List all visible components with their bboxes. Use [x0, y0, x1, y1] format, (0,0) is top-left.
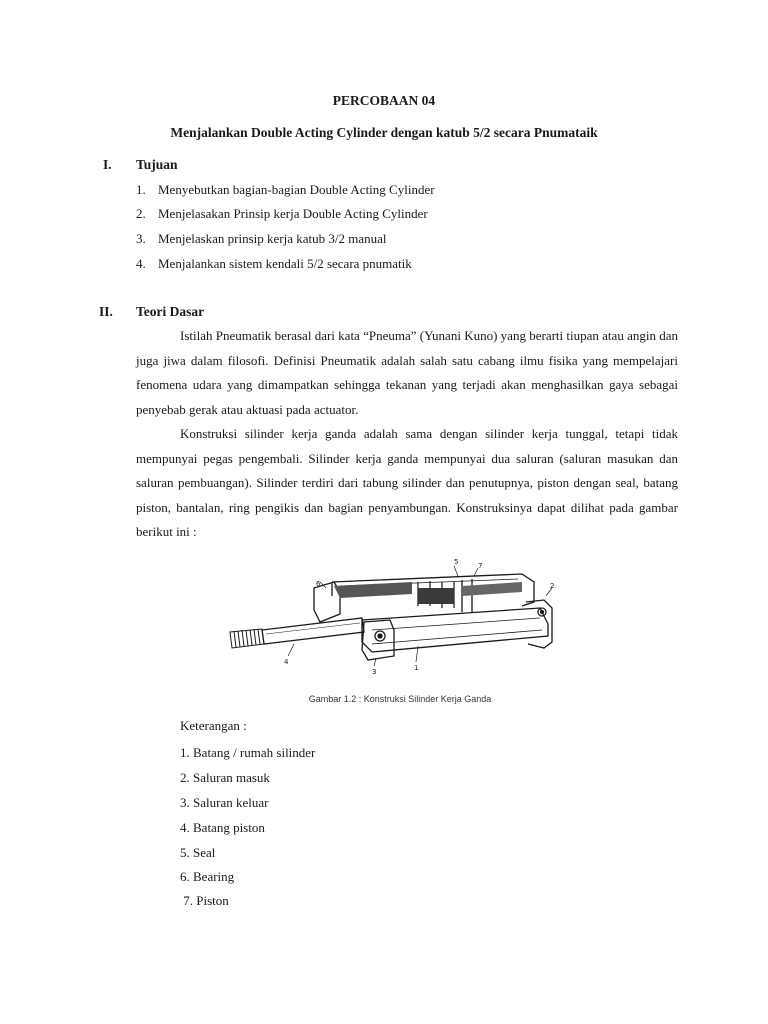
list-item-text: Menjelasakan Prinsip kerja Double Acting Cylinder [158, 206, 428, 221]
figure-label: 1 [414, 664, 419, 672]
figure-label: 5 [454, 558, 459, 566]
cylinder-figure [222, 552, 562, 680]
list-item [136, 206, 428, 222]
legend-item: 3. Saluran keluar [180, 795, 269, 810]
legend-item: 5. Seal [180, 845, 216, 860]
list-item-text: Menjalankan sistem kendali 5/2 secara pnumatik [158, 256, 412, 271]
thread [230, 629, 264, 648]
figure-caption: Gambar 1.2 : Konstruksi Silinder Kerja Ganda [308, 694, 492, 704]
figure-label: 2 [550, 582, 555, 590]
paragraph-1: Istilah Pneumatik berasal dari kata “Pneuma” (Yunani Kuno) yang berarti tiupan atau angin dan juga jiwa dalam filosofi. Definisi Pneumatik adalah salah satu cabang ilmu fisika yang mempelajari fenomena udara yang dimampatkan sehingga tekanan yang terjadi akan menghasilkan gaya sebagai penyebab gerak atau aktuasi pada actuator. [136, 328, 678, 417]
list-item-number: 3. [136, 231, 146, 246]
barrel-lower [362, 608, 548, 652]
figure-label: 3 [372, 668, 377, 676]
section-1-number: I. [103, 157, 112, 172]
page-title: PERCOBAAN 04 [332, 93, 436, 108]
list-item-number: 2. [136, 206, 146, 221]
list-item [136, 182, 435, 198]
figure-label: 4 [284, 658, 289, 666]
list-item-text: Menjelaskan prinsip kerja katub 3/2 manual [158, 231, 387, 246]
figure-label: 7 [478, 562, 483, 570]
legend-item: 6. Bearing [180, 869, 235, 884]
list-item-number: 1. [136, 182, 146, 197]
legend-item: 4. Batang piston [180, 820, 265, 835]
body-text [136, 324, 678, 545]
list-item-text: Menyebutkan bagian-bagian Double Acting Cylinder [158, 182, 435, 197]
legend-item: 2. Saluran masuk [180, 770, 270, 785]
section-2-number: II. [99, 304, 113, 319]
figure-label: 6 [316, 580, 321, 588]
paragraph-2: Konstruksi silinder kerja ganda adalah sama dengan silinder kerja tunggal, tetapi tidak mempunyai pegas pengembali. Silinder kerja ganda mempunyai dua saluran (saluran masukan dan saluran pembuangan). Silinder terdiri dari tabung silinder dan penutupnya, piston dengan seal, batang piston, bantalan, ring pengikis dan bagian penyambungan. Konstruksinya dapat dilihat pada gambar berikut ini : [136, 426, 678, 539]
list-item [136, 231, 387, 247]
legend-item: 1. Batang / rumah silinder [180, 745, 316, 760]
piston-rod [262, 618, 364, 644]
section-1-title: Tujuan [136, 157, 178, 172]
legend-item: 7. Piston [180, 893, 229, 908]
legend-title: Keterangan : [180, 718, 247, 733]
list-item-number: 4. [136, 256, 146, 271]
section-2-title: Teori Dasar [136, 304, 205, 319]
list-item [136, 256, 412, 272]
page-subtitle: Menjalankan Double Acting Cylinder dengan katub 5/2 secara Pnumataik [170, 125, 598, 140]
